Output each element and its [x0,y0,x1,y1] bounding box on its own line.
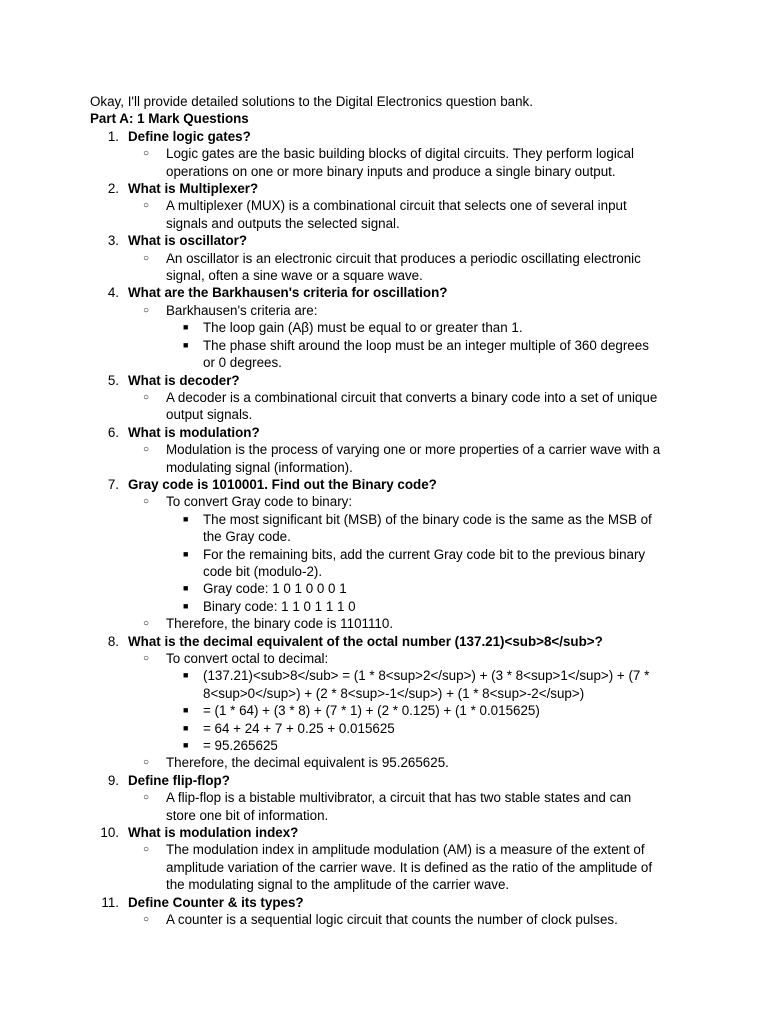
sub-answer-text-line: = (1 * 64) + (3 * 8) + (7 * 1) + (2 * 0.125) + (1 * 0.015625) [203,703,540,719]
answer-list [128,789,690,824]
question-number: 5. [107,372,119,388]
answer-text-line: A counter is a sequential logic circuit that counts the number of clock pulses. [166,912,618,928]
answer-text-line: Barkhausen's criteria are: [166,302,318,318]
answer-text [166,911,690,928]
filled-square-bullet-icon: ■ [183,722,189,733]
hollow-circle-bullet-icon: ○ [143,252,150,264]
filled-square-bullet-icon: ■ [183,600,189,611]
sub-answer-text-line: the Gray code. [203,529,291,545]
answer-item [128,615,690,632]
sub-answer-item [166,319,690,336]
question-number: 6. [107,424,119,440]
hollow-circle-bullet-icon: ○ [143,757,150,769]
filled-square-bullet-icon: ■ [183,322,189,333]
answer-text-line: operations on one or more binary inputs and produce a single binary output. [166,163,616,179]
sub-answer-text [203,667,690,702]
answer-text [166,789,690,824]
hollow-circle-bullet-icon: ○ [143,618,150,630]
answer-list [128,250,690,285]
sub-answer-text-line: = 95.265625 [203,738,278,754]
hollow-circle-bullet-icon: ○ [143,304,150,316]
sub-answer-item [166,546,690,581]
question-number: 4. [107,285,119,301]
question-title: What are the Barkhausen's criteria for oscillation? [128,285,448,301]
sub-answer-text-line: Gray code: 1 0 1 0 0 0 1 [203,581,347,597]
sub-answer-item [166,598,690,615]
answer-item [128,145,690,180]
sub-answer-text [203,737,690,754]
question-item [90,424,690,476]
sub-answer-text [203,702,690,719]
sub-answer-item [166,737,690,754]
sub-answer-text [203,720,690,737]
filled-square-bullet-icon: ■ [183,583,189,594]
question-item [90,772,690,824]
answer-item [128,911,690,928]
question-item [90,633,690,772]
sub-answer-item [166,337,690,372]
sub-answer-item [166,511,690,546]
answer-list [128,650,690,772]
answer-text [166,389,690,424]
answer-text-line: store one bit of information. [166,807,329,823]
sub-answer-list [166,511,690,615]
question-title: Gray code is 1010001. Find out the Binary code? [128,476,437,492]
question-number: 2. [107,181,119,197]
question-item [90,824,690,894]
answer-text [166,841,690,893]
sub-answer-list [166,667,690,754]
answer-text [166,493,690,510]
answer-text [166,754,690,771]
answer-text-line: An oscillator is an electronic circuit that produces a periodic oscillating electronic [166,250,641,266]
answer-list [128,145,690,180]
sub-answer-item [166,720,690,737]
sub-answer-text-line: The phase shift around the loop must be an integer multiple of 360 degrees [203,337,649,353]
intro-text: Okay, I'll provide detailed solutions to the Digital Electronics question bank. [90,94,533,109]
answer-item [128,250,690,285]
sub-answer-text-line: The most significant bit (MSB) of the binary code is the same as the MSB of [203,511,652,527]
answer-text-line: modulating signal (information). [166,459,353,475]
filled-square-bullet-icon: ■ [183,670,189,681]
answer-text-line: Modulation is the process of varying one or more properties of a carrier wave with a [166,442,661,458]
answer-item [128,650,690,754]
question-item [90,180,690,232]
filled-square-bullet-icon: ■ [183,705,189,716]
question-title: What is modulation index? [128,825,299,841]
question-title: What is modulation? [128,424,260,440]
sub-answer-text-line: (137.21)<sub>8</sub> = (1 * 8<sup>2</sup>) + (3 * 8<sup>1</sup>) + (7 * [203,668,650,684]
answer-text [166,650,690,667]
answer-text-line: Therefore, the binary code is 1101110. [166,616,394,632]
sub-answer-text-line: or 0 degrees. [203,355,282,371]
question-item [90,894,690,929]
question-number: 8. [107,633,119,649]
answer-text-line: Logic gates are the basic building blocks of digital circuits. They perform logical [166,146,634,162]
answer-text-line: output signals. [166,407,253,423]
sub-answer-text [203,580,690,597]
section-heading: Part A: 1 Mark Questions [90,111,249,127]
hollow-circle-bullet-icon: ○ [143,844,150,856]
question-title: What is oscillator? [128,233,248,249]
sub-answer-text [203,511,690,546]
answer-list [128,197,690,232]
answer-list [128,841,690,893]
sub-answer-list [166,319,690,371]
sub-answer-item [166,667,690,702]
question-title: What is decoder? [128,372,240,388]
answer-text [166,250,690,285]
filled-square-bullet-icon: ■ [183,740,189,751]
answer-text-line: To convert Gray code to binary: [166,494,353,510]
sub-answer-text-line: = 64 + 24 + 7 + 0.25 + 0.015625 [203,720,395,736]
answer-text [166,145,690,180]
answer-item [128,389,690,424]
question-item [90,128,690,180]
sub-answer-text-line: code bit (modulo-2). [203,563,323,579]
document-content [90,93,690,929]
answer-list [128,493,690,632]
answer-item [128,789,690,824]
question-number: 9. [107,772,119,788]
hollow-circle-bullet-icon: ○ [143,653,150,664]
answer-text-line: To convert octal to decimal: [166,651,329,666]
filled-square-bullet-icon: ■ [183,339,189,350]
answer-text [166,302,690,319]
answer-item [128,754,690,771]
question-number: 11. [101,894,119,910]
question-title: Define logic gates? [128,128,251,144]
hollow-circle-bullet-icon: ○ [143,914,150,926]
answer-text [166,615,690,632]
answer-item [128,302,690,372]
sub-answer-text [203,319,690,336]
hollow-circle-bullet-icon: ○ [143,148,150,160]
answer-text-line: A multiplexer (MUX) is a combinational circuit that selects one of several input [166,198,627,214]
question-list [90,128,690,929]
answer-text-line: A decoder is a combinational circuit that converts a binary code into a set of unique [166,389,658,405]
question-item [90,284,690,371]
sub-answer-text [203,337,690,372]
filled-square-bullet-icon: ■ [183,513,189,524]
question-item [90,372,690,424]
answer-text-line: signals and outputs the selected signal. [166,215,400,231]
sub-answer-text [203,598,690,615]
hollow-circle-bullet-icon: ○ [143,444,150,456]
sub-answer-text-line: 8<sup>0</sup>) + (2 * 8<sup>-1</sup>) + (1 * 8<sup>-2</sup>) [203,685,585,701]
answer-list [128,441,690,476]
answer-list [128,302,690,372]
hollow-circle-bullet-icon: ○ [143,792,150,804]
sub-answer-text [203,546,690,581]
answer-text-line: A flip-flop is a bistable multivibrator, a circuit that has two stable states and can [166,790,632,806]
answer-text [166,441,690,476]
sub-answer-text-line: Binary code: 1 1 0 1 1 1 0 [203,598,356,614]
answer-text-line: Therefore, the decimal equivalent is 95.265625. [166,755,449,771]
hollow-circle-bullet-icon: ○ [143,391,150,403]
hollow-circle-bullet-icon: ○ [143,496,150,508]
sub-answer-text-line: For the remaining bits, add the current Gray code bit to the previous binary [203,546,646,562]
answer-text-line: the modulating signal to the amplitude of the carrier wave. [166,877,510,893]
filled-square-bullet-icon: ■ [183,548,189,559]
question-title: What is Multiplexer? [128,181,259,197]
question-number: 3. [107,233,119,249]
question-title: Define flip-flop? [128,772,230,788]
sub-answer-text-line: The loop gain (Aβ) must be equal to or greater than 1. [203,320,523,336]
hollow-circle-bullet-icon: ○ [143,200,150,212]
question-number: 1. [107,128,119,144]
question-title: Define Counter & its types? [128,894,304,910]
answer-item [128,841,690,893]
question-item [90,232,690,284]
answer-text-line: amplitude variation of the carrier wave. It is defined as the ratio of the amplitude of [166,859,653,875]
sub-answer-item [166,580,690,597]
answer-list [128,911,690,928]
question-number: 7. [107,476,119,492]
answer-text [166,197,690,232]
question-item [90,476,690,633]
question-number: 10. [100,825,119,841]
sub-answer-item [166,702,690,719]
answer-text-line: The modulation index in amplitude modulation (AM) is a measure of the extent of [166,842,645,858]
answer-item [128,493,690,615]
answer-item [128,197,690,232]
question-title: What is the decimal equivalent of the octal number (137.21)<sub>8</sub>? [128,633,603,649]
answer-item [128,441,690,476]
answer-text-line: signal, often a sine wave or a square wave. [166,268,423,284]
answer-list [128,389,690,424]
